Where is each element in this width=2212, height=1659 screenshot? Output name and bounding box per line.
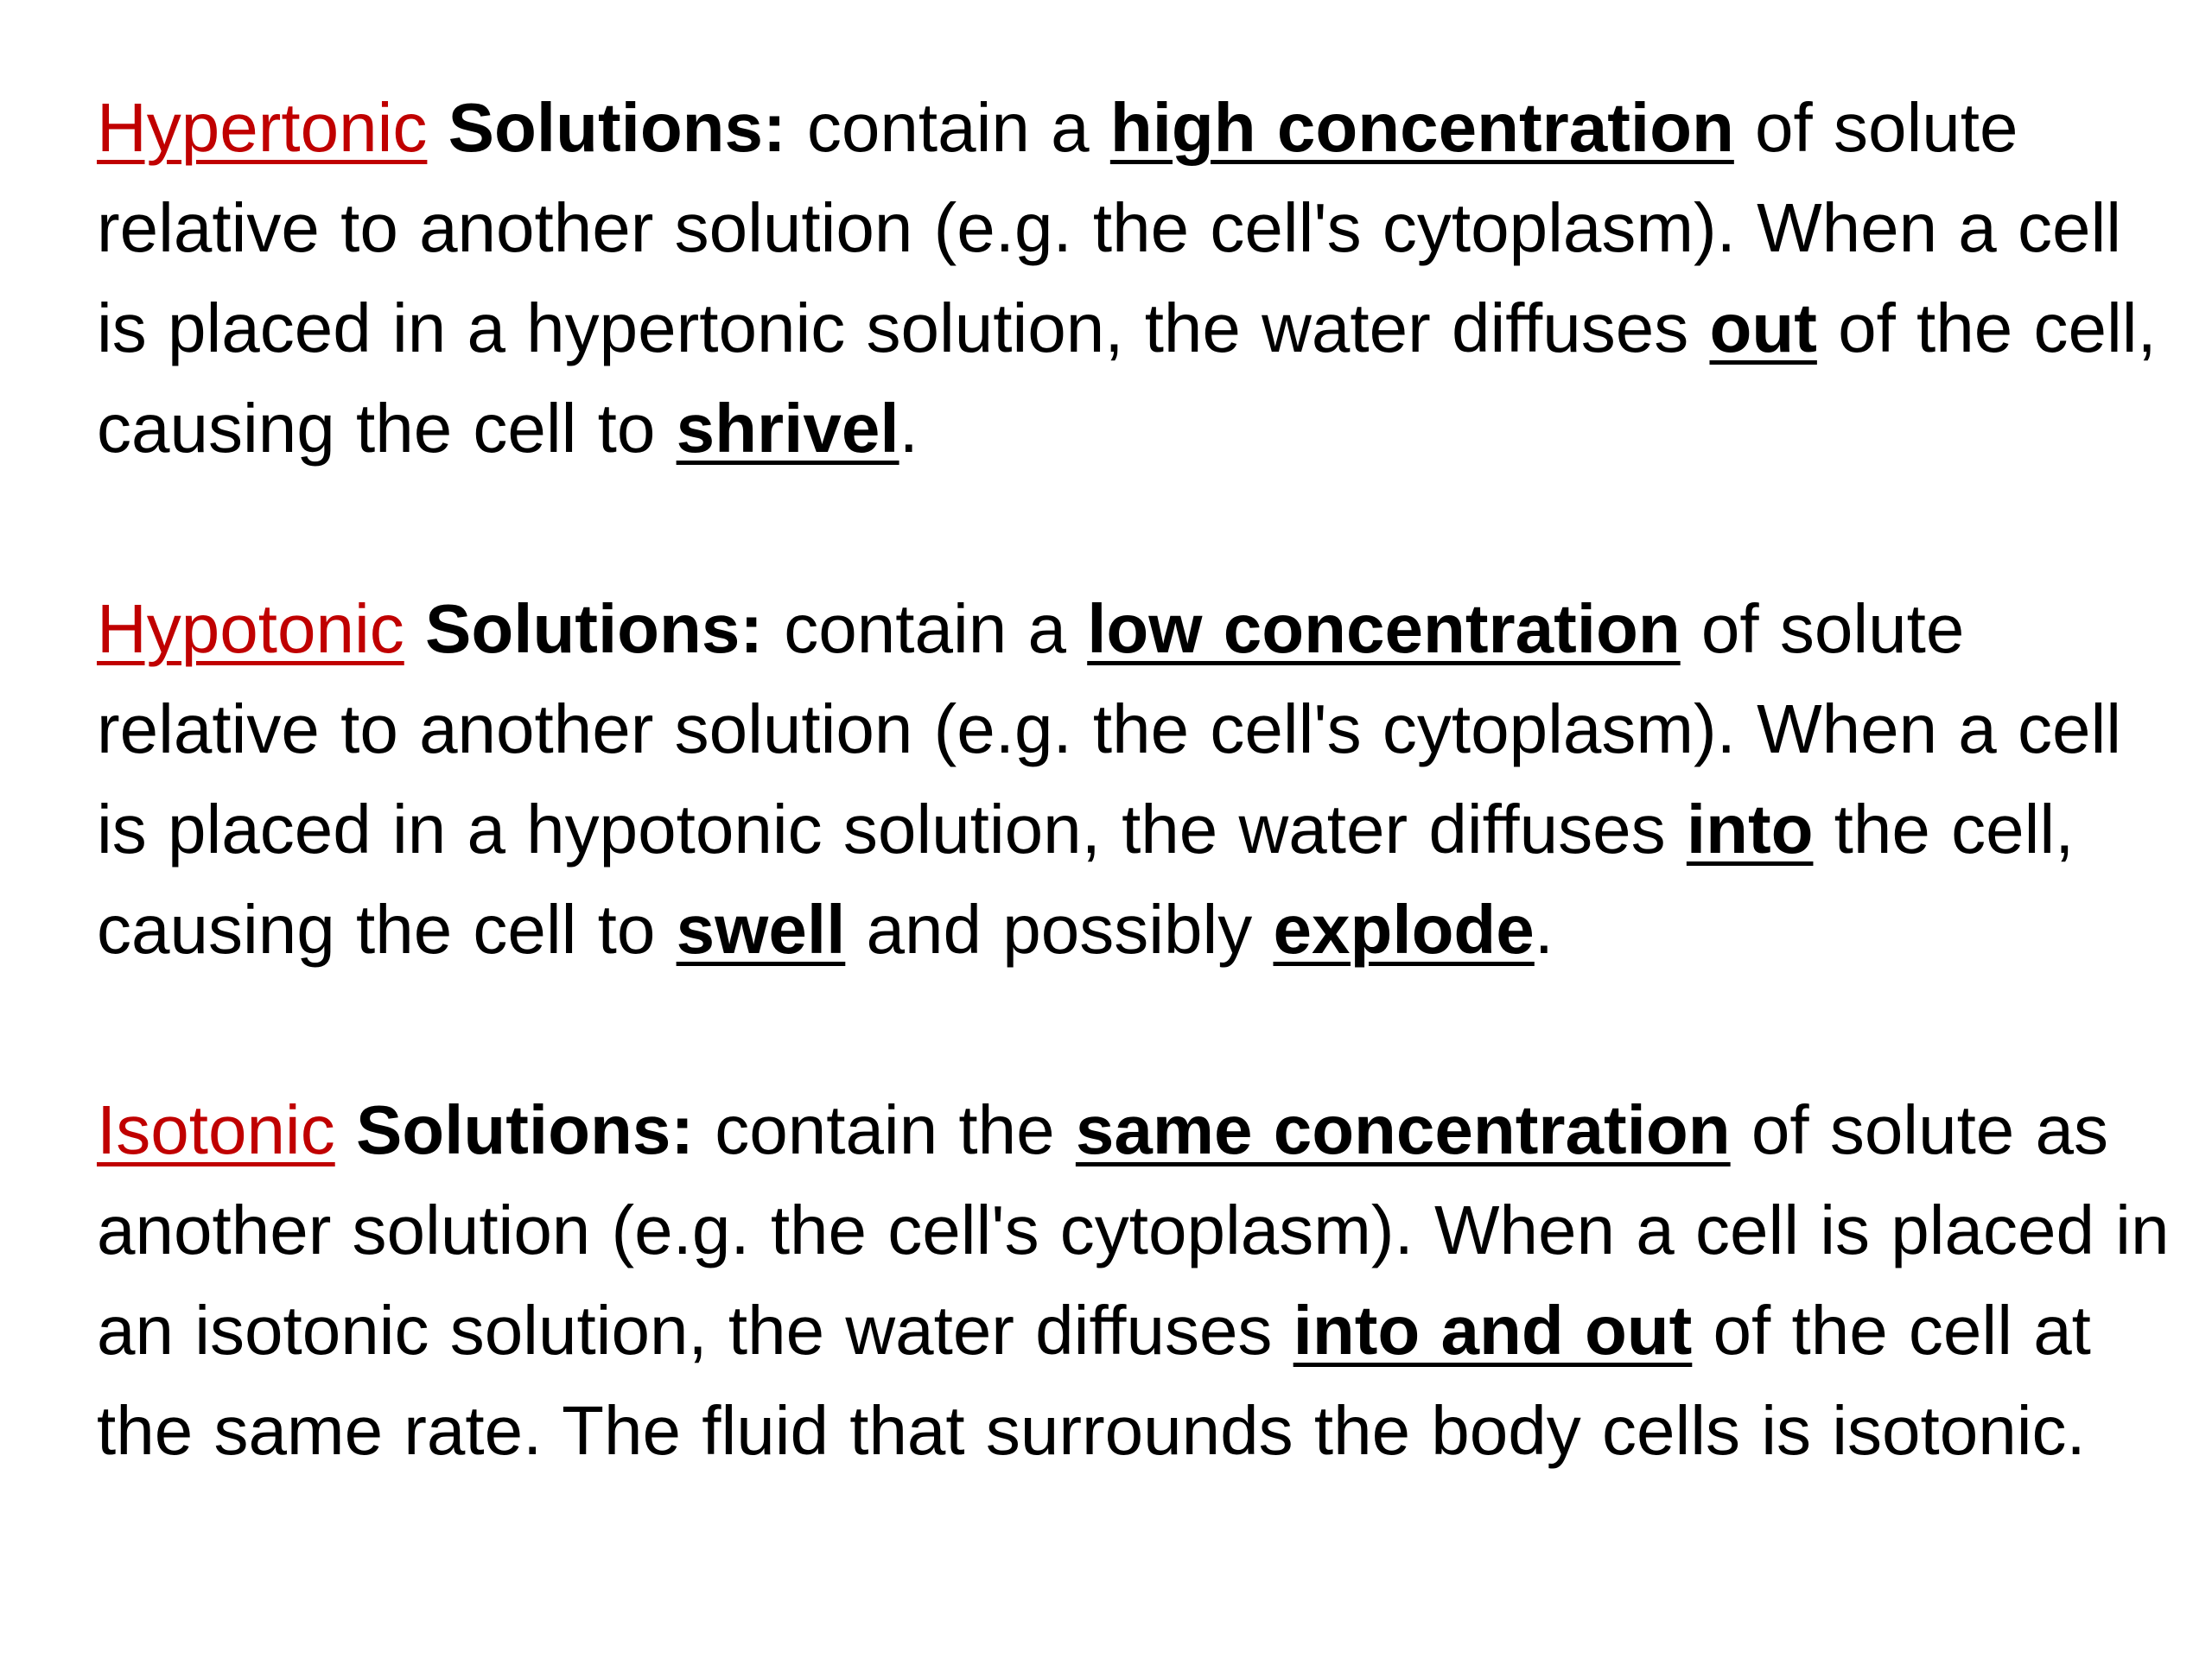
term-hypertonic: Hypertonic: [97, 89, 428, 166]
paragraph-text: and possibly: [845, 891, 1274, 968]
paragraph-text: .: [899, 390, 918, 467]
hypertonic-paragraph: [97, 78, 2188, 479]
solutions-label: Solutions:: [448, 89, 786, 166]
solutions-label: Solutions:: [424, 590, 764, 667]
key-phrase-low-concentration: low concentration: [1087, 590, 1681, 667]
paragraph-text: of solute relative to another solution (e.g. the cell's cytoplasm). When a cell is placed in a hypotonic solution, the water diffuses: [97, 590, 2122, 868]
key-word-explode: explode: [1273, 891, 1535, 968]
solutions-label: Solutions:: [355, 1091, 694, 1168]
paragraph-text: of the cell at the same rate. The fluid that surrounds the body cells is isotonic.: [97, 1292, 2091, 1469]
key-phrase-into-and-out: into and out: [1293, 1292, 1693, 1369]
paragraph-text: of the cell, causing the cell to: [97, 289, 2157, 467]
key-word-swell: swell: [676, 891, 846, 968]
key-phrase-high-concentration: high concentration: [1109, 89, 1734, 166]
slide-content: [97, 78, 2188, 1481]
paragraph-text: of solute as another solution (e.g. the cell's cytoplasm). When a cell is placed in an isotonic solution, the water diffuses: [97, 1091, 2170, 1369]
hypotonic-paragraph: [97, 579, 2188, 980]
paragraph-text: the cell, causing the cell to: [97, 791, 2075, 968]
key-word-into: into: [1686, 791, 1814, 868]
paragraph-text: contain a: [785, 89, 1110, 166]
paragraph-text: contain the: [694, 1091, 1076, 1168]
key-phrase-same-concentration: same concentration: [1075, 1091, 1731, 1168]
paragraph-text: of solute relative to another solution (e.g. the cell's cytoplasm). When a cell is placed in a hypertonic solution, the water diffuses: [97, 89, 2122, 366]
term-isotonic: Isotonic: [97, 1091, 335, 1168]
term-hypotonic: Hypotonic: [97, 590, 404, 667]
paragraph-text: contain a: [763, 590, 1088, 667]
isotonic-paragraph: [97, 1080, 2188, 1481]
key-word-shrivel: shrivel: [676, 390, 899, 467]
key-word-out: out: [1709, 289, 1817, 366]
paragraph-text: .: [1534, 891, 1554, 968]
